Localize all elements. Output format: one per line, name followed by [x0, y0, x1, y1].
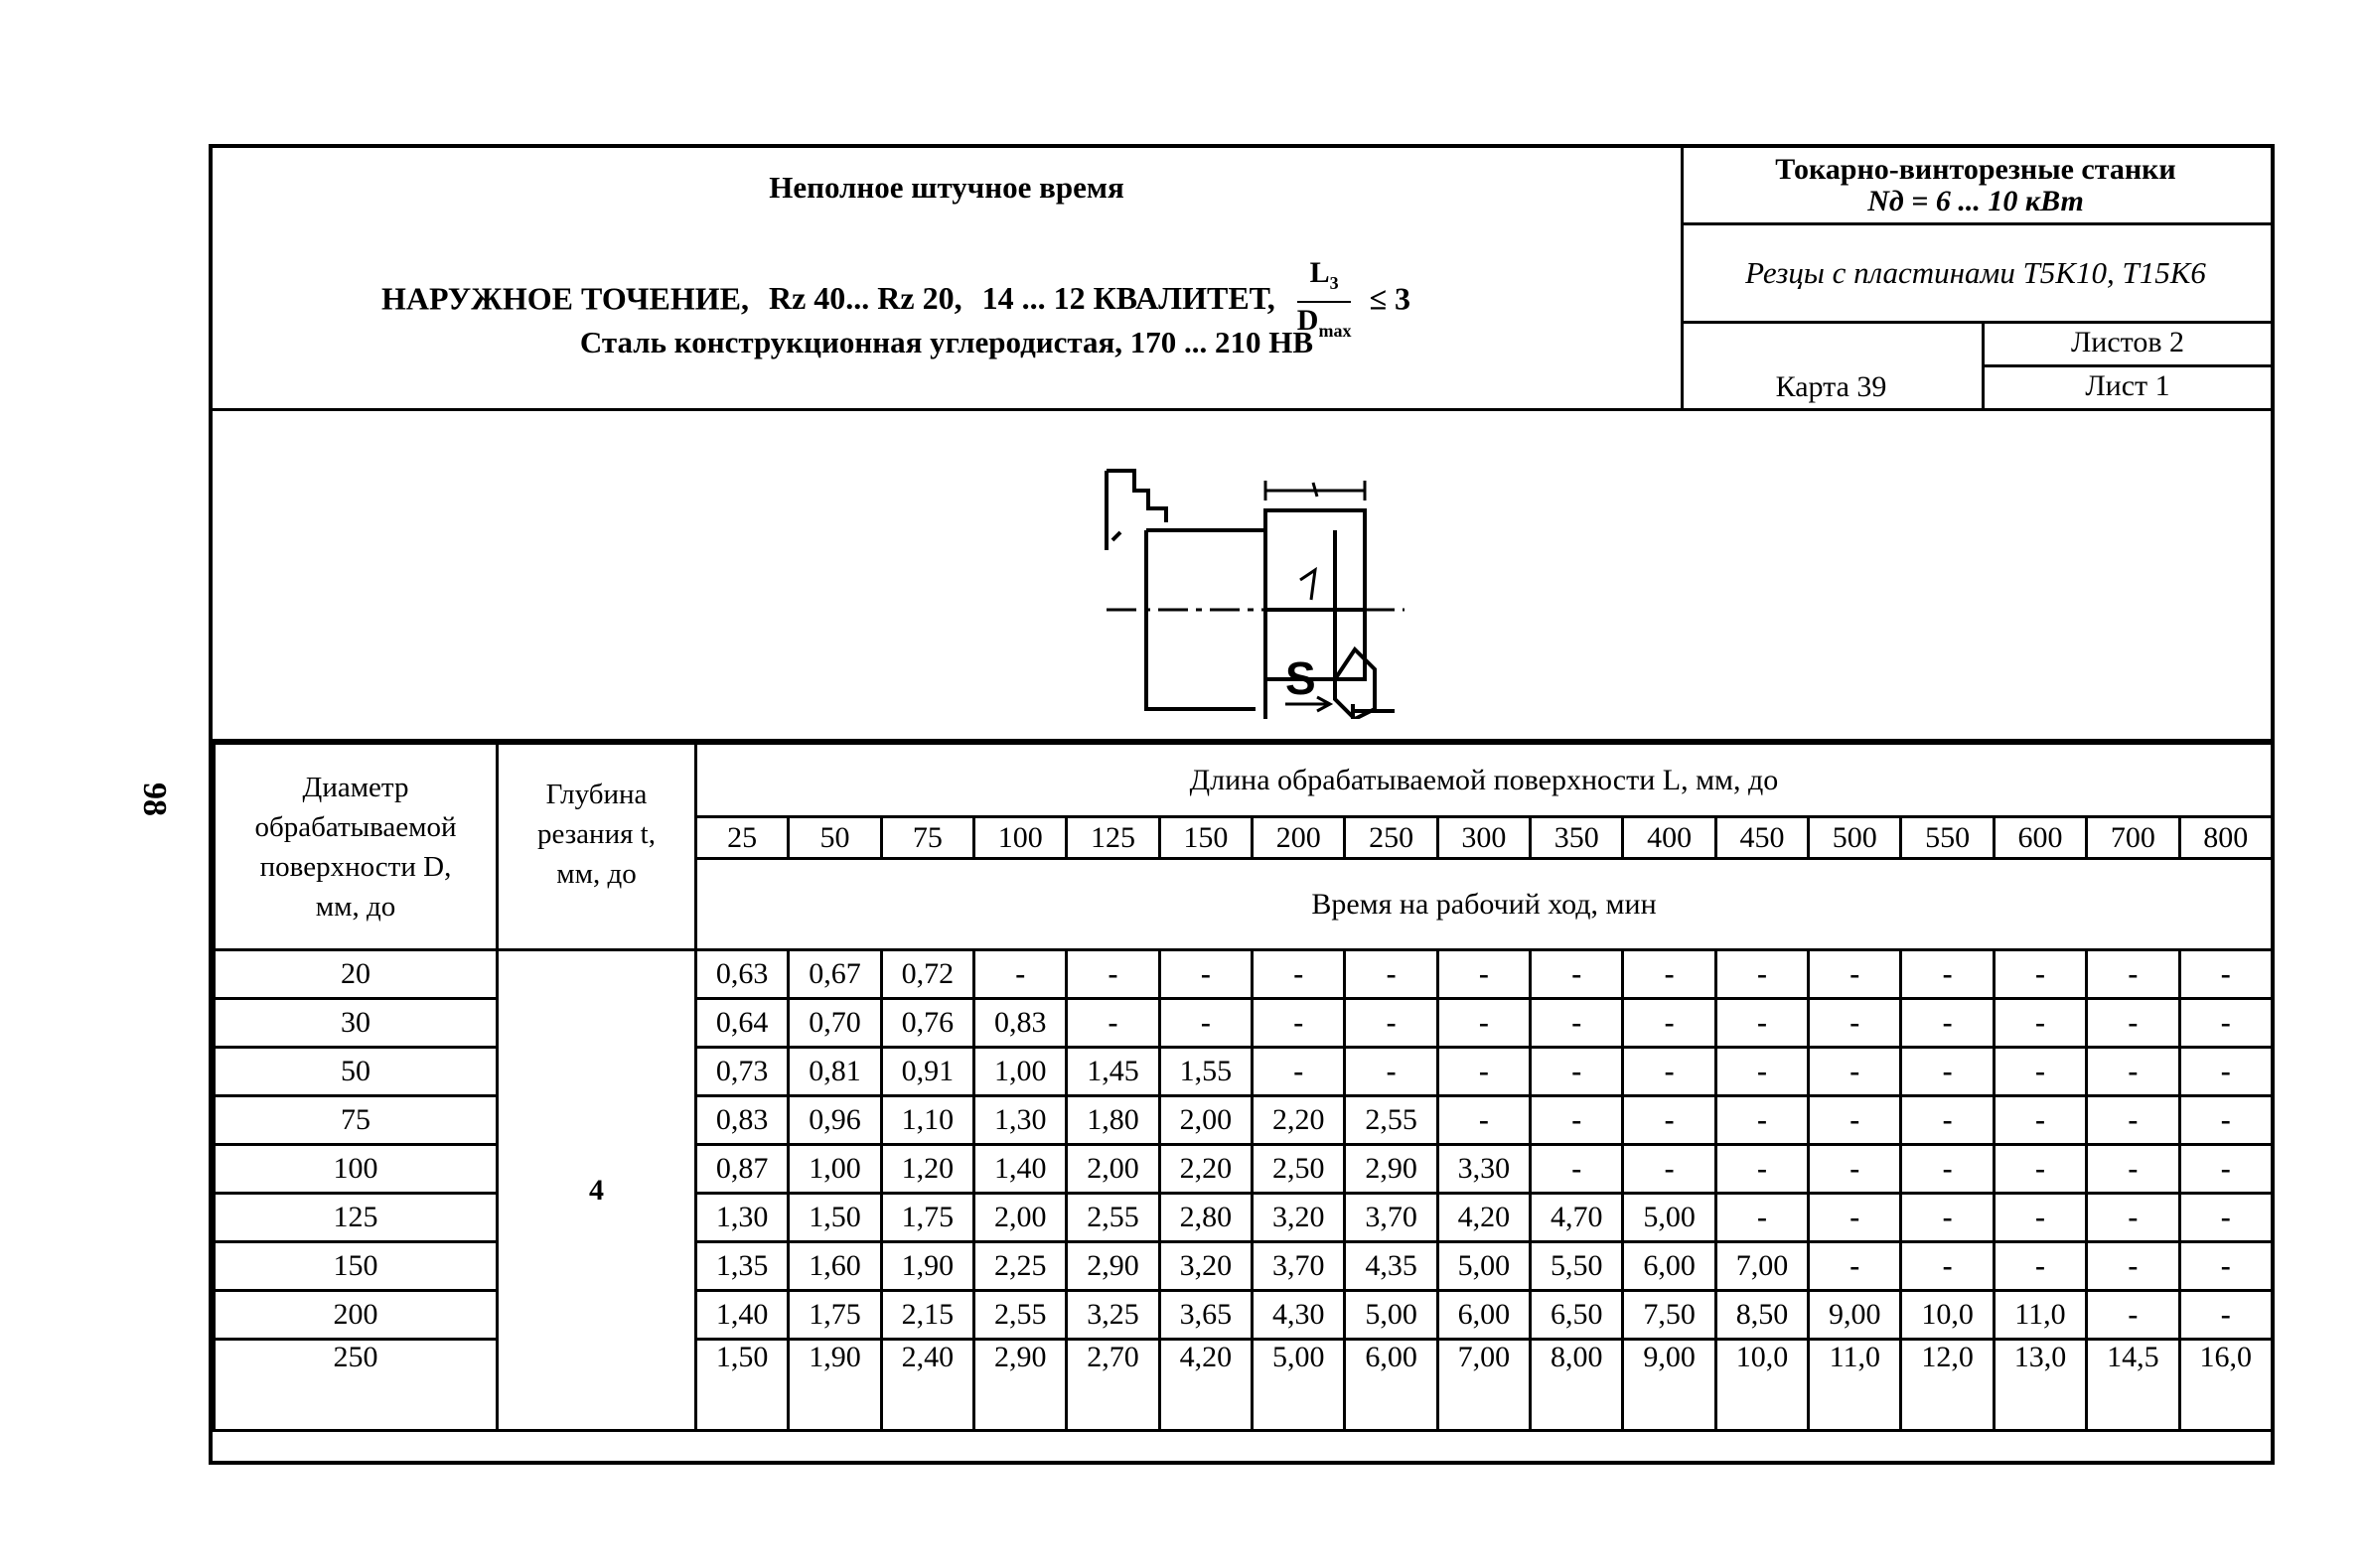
- time-value: -: [2087, 999, 2179, 1048]
- header-info-block: [1681, 148, 2271, 408]
- time-value: 3,20: [1159, 1242, 1252, 1291]
- time-value: -: [2179, 1291, 2272, 1340]
- length-value: 350: [1531, 817, 1623, 859]
- time-value: -: [1253, 1048, 1345, 1096]
- time-value: -: [2179, 1145, 2272, 1194]
- machining-sketch: [213, 411, 2271, 742]
- time-value: 2,90: [1345, 1145, 1437, 1194]
- time-value: -: [2087, 1145, 2179, 1194]
- diameter-value: 100: [215, 1145, 498, 1194]
- time-value: 2,25: [974, 1242, 1067, 1291]
- time-value: -: [1437, 999, 1530, 1048]
- time-value: -: [1994, 999, 2086, 1048]
- time-value: -: [1623, 999, 1715, 1048]
- time-value: 8,00: [1531, 1340, 1623, 1431]
- time-value: -: [2087, 1048, 2179, 1096]
- time-value: 5,00: [1437, 1242, 1530, 1291]
- time-value: -: [1901, 1145, 1994, 1194]
- time-value: -: [1345, 950, 1437, 999]
- card-number-cell: [1681, 321, 1985, 408]
- time-value: 0,83: [974, 999, 1067, 1048]
- time-value: -: [1437, 1096, 1530, 1145]
- page-number: 98: [136, 783, 173, 816]
- time-value: 0,87: [696, 1145, 789, 1194]
- time-value: -: [1901, 950, 1994, 999]
- time-value: -: [1715, 950, 1808, 999]
- time-value: 1,40: [696, 1291, 789, 1340]
- time-value: -: [1994, 1145, 2086, 1194]
- time-value: 13,0: [1994, 1340, 2086, 1431]
- time-value: 10,0: [1715, 1340, 1808, 1431]
- time-value: 1,60: [789, 1242, 881, 1291]
- header-title-block: [213, 148, 1684, 408]
- turning-diagram: [1087, 451, 1405, 719]
- time-value: 7,00: [1437, 1340, 1530, 1431]
- time-value: 2,50: [1253, 1145, 1345, 1194]
- time-value: -: [1809, 999, 1901, 1048]
- time-value: -: [1901, 999, 1994, 1048]
- depth-value: 4: [498, 950, 696, 1431]
- time-value: -: [1901, 1096, 1994, 1145]
- depth-header-line: резания t,: [537, 818, 656, 850]
- time-value: -: [1715, 1145, 1808, 1194]
- depth-header: [498, 744, 696, 950]
- diameter-value: 50: [215, 1048, 498, 1096]
- time-value: 0,83: [696, 1096, 789, 1145]
- time-value: -: [1809, 1242, 1901, 1291]
- card-number: Карта 39: [1775, 370, 1887, 403]
- time-value: 1,55: [1159, 1048, 1252, 1096]
- time-value: -: [1531, 1145, 1623, 1194]
- time-header: Время на рабочий ход, мин: [696, 859, 2273, 950]
- time-value: 1,00: [974, 1048, 1067, 1096]
- time-value: 1,00: [789, 1145, 881, 1194]
- time-value: -: [1809, 1194, 1901, 1242]
- time-value: 3,25: [1067, 1291, 1159, 1340]
- time-value: 2,70: [1067, 1340, 1159, 1431]
- diameter-header-line: мм, до: [315, 890, 396, 923]
- time-value: -: [1994, 1048, 2086, 1096]
- time-table: [213, 742, 2274, 1432]
- length-value: 150: [1159, 817, 1252, 859]
- time-value: 2,55: [1345, 1096, 1437, 1145]
- time-value: 11,0: [1809, 1340, 1901, 1431]
- diameter-value: 75: [215, 1096, 498, 1145]
- time-value: 3,20: [1253, 1194, 1345, 1242]
- ratio-condition: ≤ 3: [1369, 280, 1411, 317]
- time-value: 11,0: [1994, 1291, 2086, 1340]
- time-value: 1,40: [974, 1145, 1067, 1194]
- length-value: 200: [1253, 817, 1345, 859]
- machine-power: Nд = 6 ... 10 кВт: [1867, 185, 2084, 217]
- time-value: 4,35: [1345, 1242, 1437, 1291]
- time-value: -: [1531, 1048, 1623, 1096]
- time-value: -: [1253, 999, 1345, 1048]
- time-value: 0,67: [789, 950, 881, 999]
- time-value: 1,75: [789, 1291, 881, 1340]
- time-value: -: [1531, 950, 1623, 999]
- time-value: -: [1994, 1096, 2086, 1145]
- length-value: 500: [1809, 817, 1901, 859]
- time-value: 2,20: [1253, 1096, 1345, 1145]
- time-value: -: [1159, 999, 1252, 1048]
- diameter-value: 200: [215, 1291, 498, 1340]
- depth-header-line: мм, до: [556, 858, 637, 890]
- time-value: 1,35: [696, 1242, 789, 1291]
- time-value: 10,0: [1901, 1291, 1994, 1340]
- diameter-header-line: Диаметр: [302, 771, 409, 803]
- diameter-value: 30: [215, 999, 498, 1048]
- time-value: -: [2087, 1242, 2179, 1291]
- feed-label: S: [1285, 652, 1316, 704]
- length-value: 250: [1345, 817, 1437, 859]
- time-value: 1,45: [1067, 1048, 1159, 1096]
- time-value: 1,80: [1067, 1096, 1159, 1145]
- time-value: -: [1067, 999, 1159, 1048]
- time-value: -: [1159, 950, 1252, 999]
- length-value: 300: [1437, 817, 1530, 859]
- time-value: 4,70: [1531, 1194, 1623, 1242]
- time-value: -: [974, 950, 1067, 999]
- time-value: 0,81: [789, 1048, 881, 1096]
- time-value: -: [2179, 999, 2272, 1048]
- length-value: 50: [789, 817, 881, 859]
- time-value: 1,30: [696, 1194, 789, 1242]
- diameter-value: 125: [215, 1194, 498, 1242]
- table-row: [215, 950, 2273, 999]
- time-value: 3,70: [1253, 1242, 1345, 1291]
- time-value: 4,20: [1437, 1194, 1530, 1242]
- time-value: -: [1809, 1096, 1901, 1145]
- time-value: 2,90: [1067, 1242, 1159, 1291]
- time-value: 2,00: [974, 1194, 1067, 1242]
- time-value: 7,50: [1623, 1291, 1715, 1340]
- time-value: 8,50: [1715, 1291, 1808, 1340]
- time-value: -: [1901, 1194, 1994, 1242]
- card-header: [213, 148, 2271, 411]
- time-value: -: [1901, 1242, 1994, 1291]
- time-value: 5,00: [1253, 1340, 1345, 1431]
- length-value: 25: [696, 817, 789, 859]
- time-value: 2,20: [1159, 1145, 1252, 1194]
- length-value: 450: [1715, 817, 1808, 859]
- time-value: 0,91: [881, 1048, 973, 1096]
- time-value: 0,70: [789, 999, 881, 1048]
- time-value: -: [2179, 1194, 2272, 1242]
- time-value: 3,65: [1159, 1291, 1252, 1340]
- time-value: 2,15: [881, 1291, 973, 1340]
- time-value: -: [2087, 1096, 2179, 1145]
- time-value: 2,80: [1159, 1194, 1252, 1242]
- time-value: -: [1623, 950, 1715, 999]
- time-value: 3,30: [1437, 1145, 1530, 1194]
- quality-grade: 14 ... 12 КВАЛИТЕТ,: [981, 280, 1275, 317]
- length-value: 700: [2087, 817, 2179, 859]
- time-value: -: [2179, 1242, 2272, 1291]
- time-value: -: [1901, 1048, 1994, 1096]
- time-value: -: [1994, 1242, 2086, 1291]
- time-value: -: [1531, 999, 1623, 1048]
- length-value: 800: [2179, 817, 2272, 859]
- diameter-header-line: поверхности D,: [259, 850, 452, 883]
- time-value: 2,00: [1159, 1096, 1252, 1145]
- tool-info: Резцы с пластинами T5K10, T15K6: [1681, 225, 2271, 324]
- length-value: 400: [1623, 817, 1715, 859]
- time-value: 12,0: [1901, 1340, 1994, 1431]
- time-value: 0,64: [696, 999, 789, 1048]
- time-value: 7,00: [1715, 1242, 1808, 1291]
- roughness: Rz 40... Rz 20,: [768, 280, 962, 317]
- time-value: 1,50: [696, 1340, 789, 1431]
- time-value: -: [1715, 1096, 1808, 1145]
- length-value: 100: [974, 817, 1067, 859]
- sheets-total: Листов 2: [1985, 321, 2271, 367]
- time-value: 0,96: [789, 1096, 881, 1145]
- time-value: -: [1994, 1194, 2086, 1242]
- time-value: -: [1809, 950, 1901, 999]
- depth-header-line: Глубина: [545, 779, 648, 810]
- diameter-value: 150: [215, 1242, 498, 1291]
- card-sheet: [209, 144, 2275, 1465]
- header-subtitle: Неполное штучное время: [769, 170, 1124, 205]
- time-value: 0,72: [881, 950, 973, 999]
- time-value: -: [1067, 950, 1159, 999]
- diameter-header-line: обрабатываемой: [254, 810, 457, 843]
- time-value: 2,00: [1067, 1145, 1159, 1194]
- time-value: 5,00: [1345, 1291, 1437, 1340]
- machine-type: Токарно-винторезные станки: [1775, 153, 2176, 186]
- time-value: -: [1715, 999, 1808, 1048]
- diameter-value: 20: [215, 950, 498, 999]
- time-value: -: [2087, 1194, 2179, 1242]
- time-value: 6,00: [1437, 1291, 1530, 1340]
- time-value: 1,20: [881, 1145, 973, 1194]
- material-line: Сталь конструкционная углеродистая, 170 ... 210 HB: [579, 325, 1314, 359]
- time-value: -: [1437, 950, 1530, 999]
- time-table-wrap: [213, 742, 2271, 1432]
- time-value: 2,90: [974, 1340, 1067, 1431]
- time-value: -: [1715, 1048, 1808, 1096]
- time-value: 16,0: [2179, 1340, 2272, 1431]
- time-value: 1,30: [974, 1096, 1067, 1145]
- time-value: 1,50: [789, 1194, 881, 1242]
- time-value: -: [1345, 999, 1437, 1048]
- length-value: 125: [1067, 817, 1159, 859]
- time-value: -: [2087, 950, 2179, 999]
- time-value: -: [1623, 1145, 1715, 1194]
- time-value: 6,00: [1623, 1242, 1715, 1291]
- time-value: 1,90: [789, 1340, 881, 1431]
- diameter-value: 250: [215, 1340, 498, 1431]
- time-value: 2,55: [974, 1291, 1067, 1340]
- time-value: 4,30: [1253, 1291, 1345, 1340]
- time-value: -: [1623, 1096, 1715, 1145]
- time-value: -: [2087, 1291, 2179, 1340]
- time-value: -: [2179, 1096, 2272, 1145]
- time-value: 1,10: [881, 1096, 973, 1145]
- length-value: 550: [1901, 817, 1994, 859]
- time-value: 6,50: [1531, 1291, 1623, 1340]
- time-value: -: [1345, 1048, 1437, 1096]
- time-value: 0,76: [881, 999, 973, 1048]
- machine-info: [1681, 148, 2271, 225]
- length-value: 75: [881, 817, 973, 859]
- time-value: -: [2179, 1048, 2272, 1096]
- time-value: 0,63: [696, 950, 789, 999]
- ratio-fraction: $\frac{L_3}{D_{max}}$: [1296, 256, 1352, 341]
- time-value: 5,00: [1623, 1194, 1715, 1242]
- time-value: 9,00: [1623, 1340, 1715, 1431]
- time-value: -: [1437, 1048, 1530, 1096]
- time-value: 9,00: [1809, 1291, 1901, 1340]
- time-value: -: [1253, 950, 1345, 999]
- time-value: 3,70: [1345, 1194, 1437, 1242]
- time-value: 4,20: [1159, 1340, 1252, 1431]
- time-value: -: [1623, 1048, 1715, 1096]
- time-value: -: [1809, 1048, 1901, 1096]
- ratio-numerator: L: [1309, 256, 1330, 289]
- sheet-number: Лист 1: [2085, 369, 2170, 402]
- time-value: -: [1994, 950, 2086, 999]
- time-value: 0,73: [696, 1048, 789, 1096]
- time-value: -: [1715, 1194, 1808, 1242]
- time-value: 2,40: [881, 1340, 973, 1431]
- time-value: 5,50: [1531, 1242, 1623, 1291]
- time-value: -: [1531, 1096, 1623, 1145]
- length-value: 600: [1994, 817, 2086, 859]
- time-value: 1,75: [881, 1194, 973, 1242]
- time-value: -: [1809, 1145, 1901, 1194]
- ratio-denominator: D: [1296, 304, 1319, 337]
- time-value: 2,55: [1067, 1194, 1159, 1242]
- time-value: 1,90: [881, 1242, 973, 1291]
- time-value: 14,5: [2087, 1340, 2179, 1431]
- diameter-header: [215, 744, 498, 950]
- length-header: Длина обрабатываемой поверхности L, мм, до: [696, 744, 2273, 817]
- operation-title: НАРУЖНОЕ ТОЧЕНИЕ,: [381, 280, 749, 317]
- time-value: 6,00: [1345, 1340, 1437, 1431]
- time-value: -: [2179, 950, 2272, 999]
